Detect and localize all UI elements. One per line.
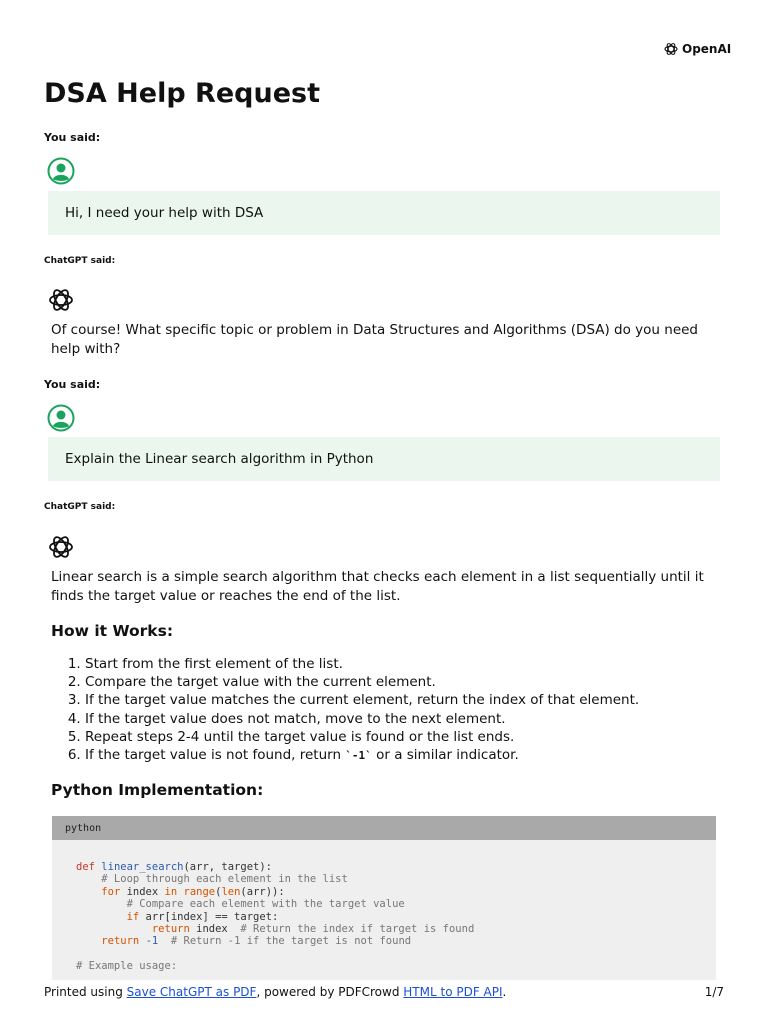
code-comment: # Return -1 if the target is not found bbox=[170, 935, 412, 948]
footer-text bbox=[44, 985, 506, 999]
code-token: return bbox=[101, 935, 140, 948]
speaker-label-assistant: ChatGPT said: bbox=[44, 256, 116, 266]
html-to-pdf-api-link[interactable]: HTML to PDF API bbox=[403, 985, 503, 999]
inline-code: `-1` bbox=[345, 749, 372, 763]
how-it-works-heading: How it Works: bbox=[51, 622, 174, 640]
list-item: 1. Start from the first element of the list. bbox=[85, 655, 639, 673]
code-token: if bbox=[126, 910, 140, 923]
assistant-message-text: Of course! What specific topic or problem in Data Structures and Algorithms (DSA) do you need help with? bbox=[51, 322, 699, 357]
code-token: def bbox=[76, 861, 95, 873]
footer-suffix: . bbox=[502, 985, 507, 999]
print-footer bbox=[44, 985, 724, 999]
step-text: If the target value is not found, return bbox=[85, 747, 346, 764]
list-item: 3. If the target value matches the current element, return the index of that element. bbox=[85, 691, 639, 709]
user-avatar-icon bbox=[47, 404, 75, 432]
code-token: (arr)): bbox=[240, 885, 285, 898]
list-item: 5. Repeat steps 2-4 until the target value is found or the list ends. bbox=[85, 728, 639, 746]
chatgpt-logo-icon bbox=[47, 286, 75, 314]
speaker-label-user: You said: bbox=[44, 378, 101, 391]
code-token: index bbox=[189, 923, 241, 936]
steps-list bbox=[51, 655, 639, 765]
footer-prefix: Printed using bbox=[44, 985, 127, 999]
speaker-label-user: You said: bbox=[44, 131, 101, 144]
code-token: in bbox=[164, 885, 178, 898]
user-avatar-icon bbox=[47, 157, 75, 185]
code-content: def linear_search(arr, target): # Loop through each element in the list for index in range(len(arr)): # Compare each element with the target value if arr[index] == target: return index # Return the index if target is found return -1 # Return -1 if the target is not found # Example usage: bbox=[76, 861, 475, 973]
code-token: return bbox=[151, 923, 190, 936]
list-item: 4. If the target value does not match, move to the next element. bbox=[85, 710, 639, 728]
user-message-text: Explain the Linear search algorithm in Python bbox=[65, 451, 374, 467]
brand-name: OpenAI bbox=[682, 42, 732, 56]
code-comment: # Compare each element with the target value bbox=[76, 898, 405, 911]
save-chatgpt-as-pdf-link[interactable]: Save ChatGPT as PDF bbox=[126, 985, 257, 999]
code-comment: # Return the index if target is found bbox=[240, 923, 475, 936]
code-comment: # Loop through each element in the list bbox=[76, 873, 348, 886]
code-token: (arr, target): bbox=[183, 861, 272, 873]
assistant-message-text: Linear search is a simple search algorithm that checks each element in a list sequentially until it finds the target value or reaches the end of the list. bbox=[51, 569, 704, 604]
page-number: 1/7 bbox=[704, 985, 724, 999]
footer-middle: , powered by PDFCrowd bbox=[256, 985, 404, 999]
list-item bbox=[85, 746, 639, 765]
code-token: -1 bbox=[145, 935, 159, 948]
code-token: index bbox=[120, 885, 165, 898]
implementation-heading: Python Implementation: bbox=[51, 781, 264, 799]
code-token: arr[index] == target: bbox=[139, 910, 279, 923]
code-token: len bbox=[221, 885, 241, 898]
page-title: DSA Help Request bbox=[44, 78, 320, 109]
code-token: range bbox=[183, 885, 216, 898]
code-token: for bbox=[101, 885, 121, 898]
list-item: 2. Compare the target value with the current element. bbox=[85, 673, 639, 691]
user-message-bubble bbox=[48, 437, 720, 481]
user-message-text: Hi, I need your help with DSA bbox=[65, 205, 264, 221]
openai-logo-icon bbox=[663, 41, 679, 57]
step-text: or a similar indicator. bbox=[371, 747, 519, 764]
code-block bbox=[52, 816, 716, 980]
code-comment: # Example usage: bbox=[76, 960, 178, 973]
speaker-label-assistant: ChatGPT said: bbox=[44, 502, 116, 512]
chatgpt-logo-icon bbox=[47, 533, 75, 561]
code-language-label: python bbox=[52, 816, 716, 840]
openai-logo bbox=[663, 40, 731, 58]
code-token: linear_search bbox=[101, 861, 184, 873]
user-message-bubble bbox=[48, 191, 720, 235]
